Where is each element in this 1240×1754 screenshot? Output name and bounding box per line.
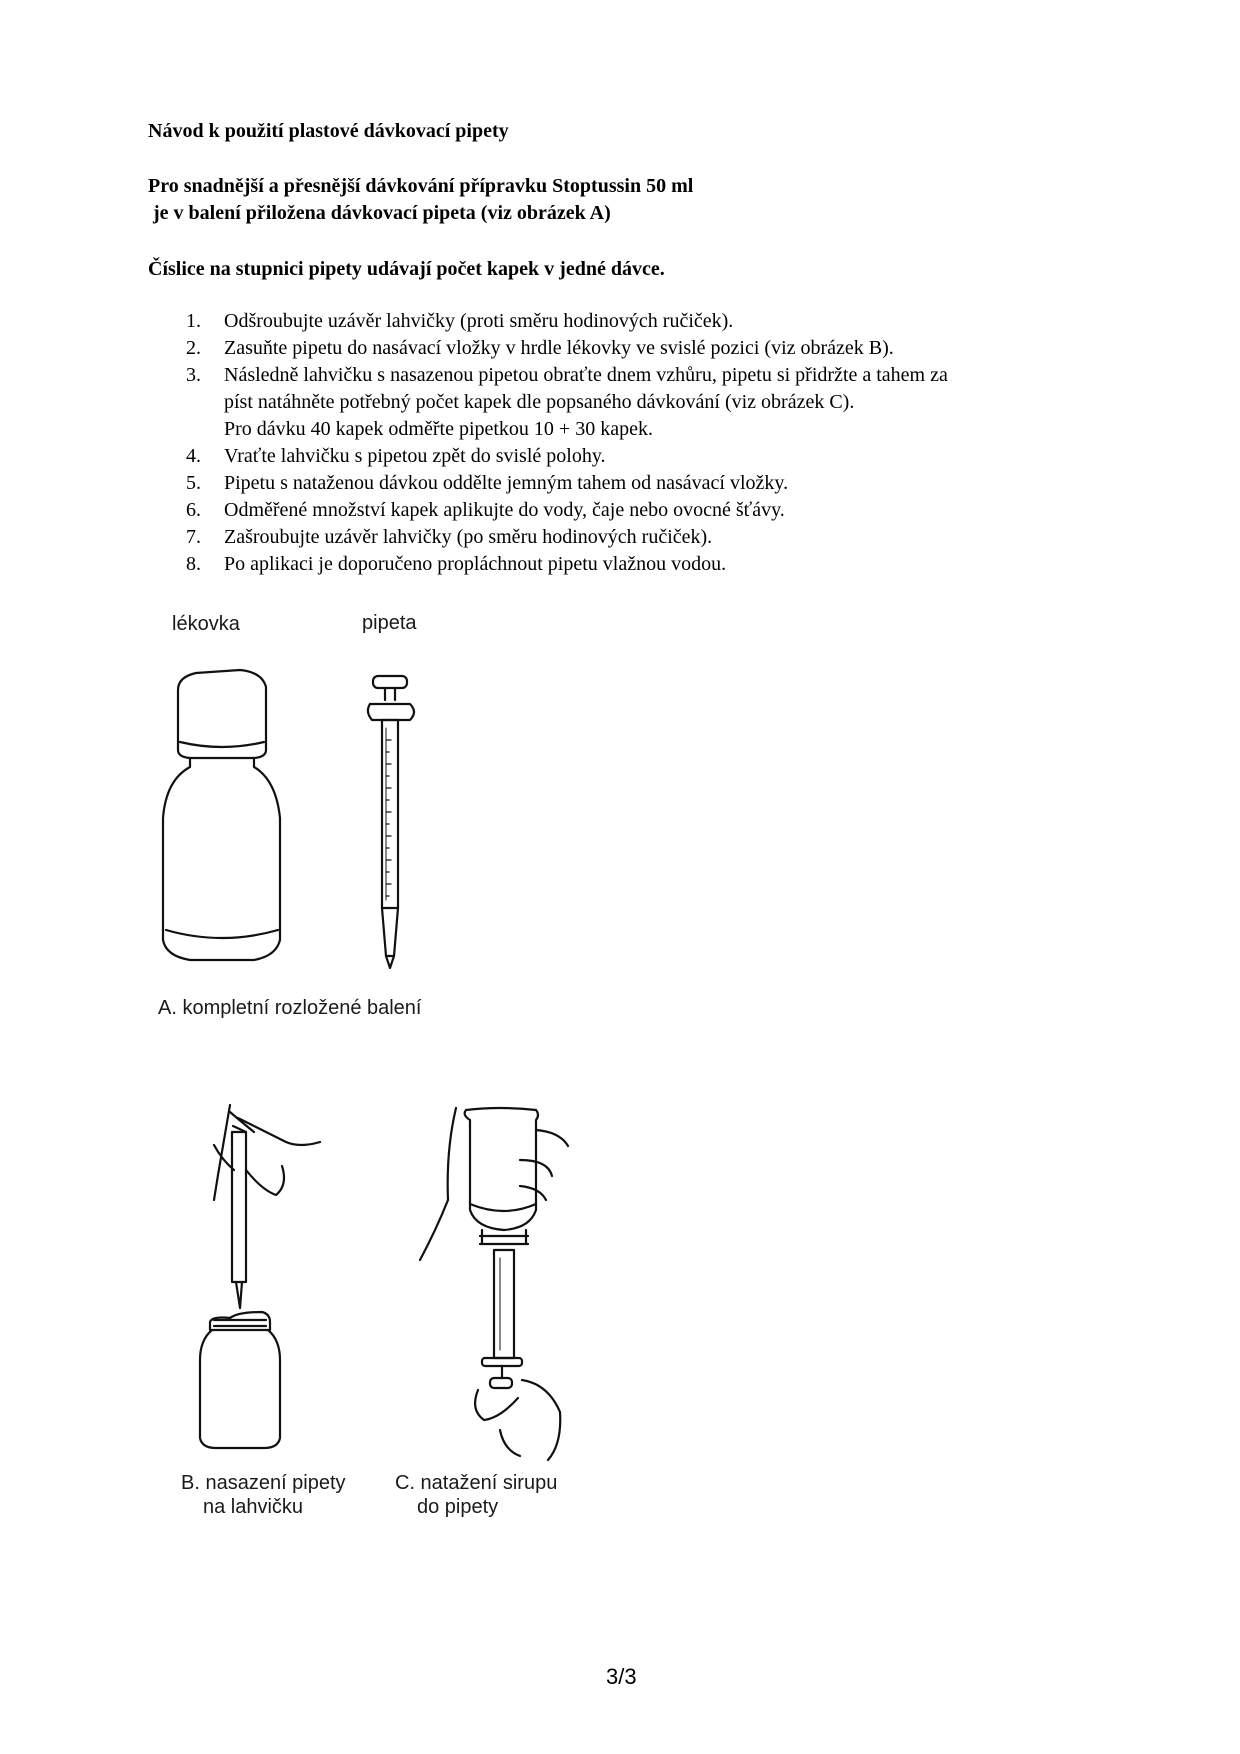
step-number: 4. bbox=[186, 445, 201, 467]
step-text: Pipetu s nataženou dávkou oddělte jemným tahem od nasávací vložky. bbox=[224, 472, 789, 494]
page-number: 3/3 bbox=[606, 1664, 637, 1689]
pipette-illustration bbox=[368, 676, 414, 968]
step-number: 2. bbox=[186, 337, 201, 359]
step-text: Po aplikaci je doporučeno propláchnout pipetu vlažnou vodou. bbox=[224, 553, 727, 575]
step-text: Vraťte lahvičku s pipetou zpět do svislé polohy. bbox=[224, 445, 606, 467]
caption-figure-c-line2: do pipety bbox=[417, 1496, 499, 1518]
step-item bbox=[148, 308, 1088, 335]
caption-figure-c-line1: C. natažení sirupu bbox=[395, 1472, 558, 1494]
step-number: 7. bbox=[186, 526, 201, 548]
figure-b-illustration bbox=[200, 1105, 320, 1448]
caption-figure-b-line2: na lahvičku bbox=[203, 1496, 304, 1518]
caption-figure-a: A. kompletní rozložené balení bbox=[158, 997, 422, 1019]
step-text: píst natáhněte potřebný počet kapek dle popsaného dávkování (viz obrázek C). bbox=[224, 391, 855, 413]
step-text: Zasuňte pipetu do nasávací vložky v hrdle lékovky ve svislé pozici (viz obrázek B). bbox=[224, 337, 894, 359]
step-number: 1. bbox=[186, 310, 201, 332]
step-text: Odměřené množství kapek aplikujte do vody, čaje nebo ovocné šťávy. bbox=[224, 499, 785, 521]
step-item bbox=[148, 362, 1088, 443]
step-item bbox=[148, 551, 1088, 578]
label-bottle: lékovka bbox=[172, 613, 240, 635]
medicine-bottle-illustration bbox=[163, 670, 280, 960]
step-item bbox=[148, 497, 1088, 524]
step-number: 5. bbox=[186, 472, 201, 494]
step-text: Pro dávku 40 kapek odměřte pipetkou 10 + 30 kapek. bbox=[224, 418, 653, 440]
step-text: Odšroubujte uzávěr lahvičky (proti směru hodinových ručiček). bbox=[224, 310, 734, 332]
step-number: 8. bbox=[186, 553, 201, 575]
figure-c-illustration bbox=[420, 1108, 568, 1460]
step-item bbox=[148, 524, 1088, 551]
intro-line-2: je v balení přiložena dávkovací pipeta (viz obrázek A) bbox=[148, 202, 611, 224]
label-pipette: pipeta bbox=[362, 612, 417, 634]
document-title: Návod k použití plastové dávkovací pipety bbox=[148, 120, 509, 142]
step-text: Zašroubujte uzávěr lahvičky (po směru hodinových ručiček). bbox=[224, 526, 713, 548]
step-item bbox=[148, 335, 1088, 362]
caption-figure-b-line1: B. nasazení pipety bbox=[181, 1472, 346, 1494]
intro-line-1: Pro snadnější a přesnější dávkování přípravku Stoptussin 50 ml bbox=[148, 175, 694, 197]
instruction-steps bbox=[148, 308, 1088, 578]
step-text: Následně lahvičku s nasazenou pipetou obraťte dnem vzhůru, pipetu si přidržte a tahem za bbox=[224, 364, 948, 386]
step-number: 3. bbox=[186, 364, 201, 386]
step-item bbox=[148, 443, 1088, 470]
step-number: 6. bbox=[186, 499, 201, 521]
step-item bbox=[148, 470, 1088, 497]
scale-note: Číslice na stupnici pipety udávají počet kapek v jedné dávce. bbox=[148, 258, 665, 280]
